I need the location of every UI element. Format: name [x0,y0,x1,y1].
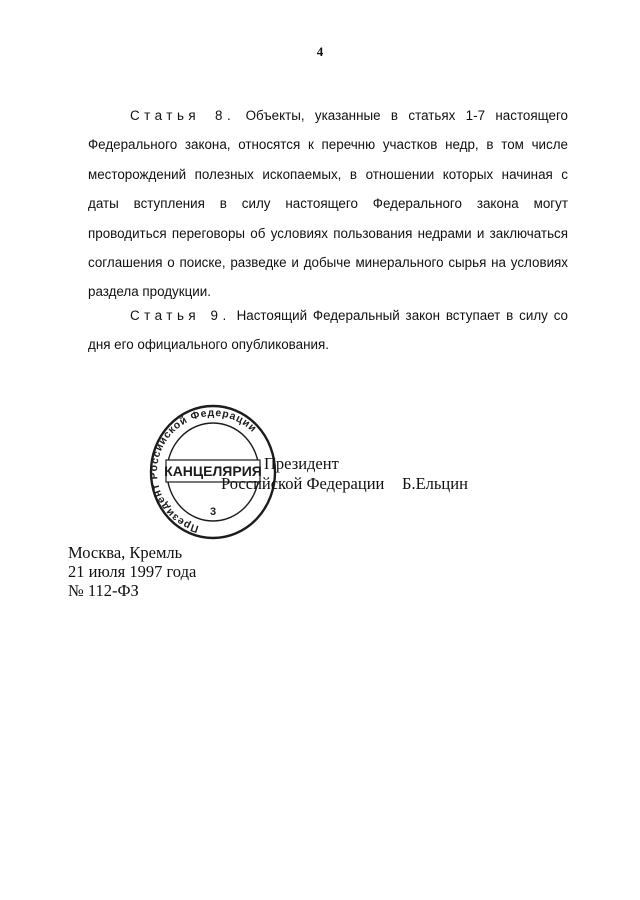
law-number: № 112-ФЗ [68,581,139,600]
article-8-heading: Статья 8. [130,108,236,123]
article-8-text: Объекты, указанные в статьях 1-7 настоящего Федерального закона, относятся к перечню участков недр, в том числе месторождений полезных ископаемых, в отношении которых начиная с даты вступления в силу настоящего Федерального закона могут проводиться переговоры об условиях пользования недрами и заключаться соглашения о поиске, разведке и добыче минерального сырья на условиях раздела продукции. [88,108,568,300]
official-seal [148,402,278,542]
seal-center-text: КАНЦЕЛЯРИЯ [164,463,262,479]
article-9 [88,301,568,360]
article-8 [88,101,568,307]
signatory-organization: Российской Федерации [221,474,385,493]
seal-number: 3 [209,506,217,518]
seal-outer-text: Президент Российской Федерации [148,406,260,535]
signing-date: 21 июля 1997 года [68,562,197,581]
signatory-name: Б.Ельцин [402,474,468,493]
page-number: 4 [316,44,324,59]
article-9-text: Настоящий Федеральный закон вступает в силу со дня его официального опубликования. [88,308,568,353]
signing-place: Москва, Кремль [68,543,183,562]
article-9-heading: Статья 9. [130,308,231,323]
signatory-title: Президент [264,454,339,473]
